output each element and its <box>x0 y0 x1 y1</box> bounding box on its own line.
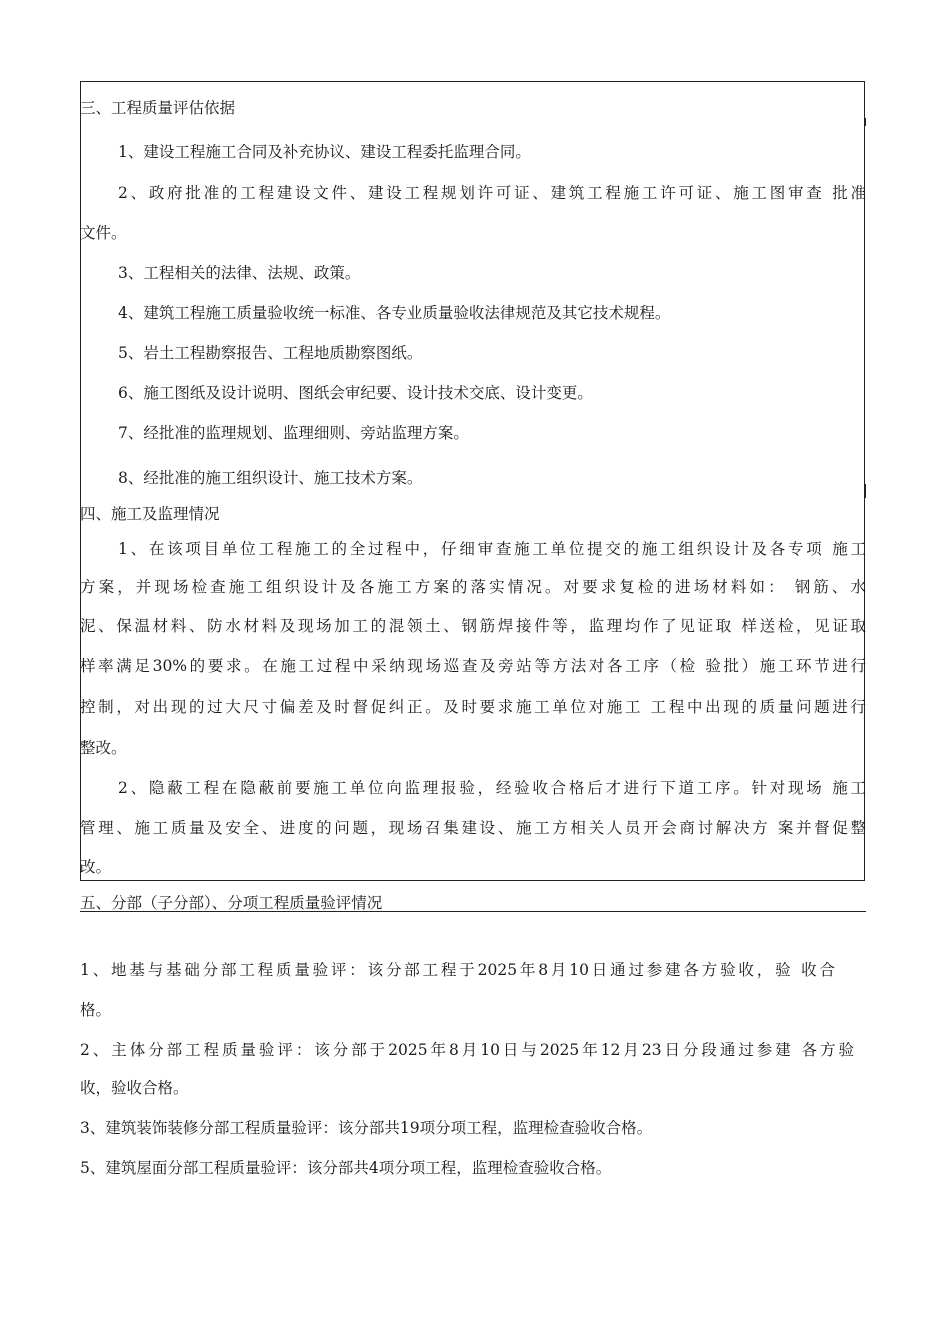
section3-item-3: 3、工程相关的法律、法规、政策。 <box>118 264 361 282</box>
section3-item-5: 5、岩土工程勘察报告、工程地质勘察图纸。 <box>118 344 423 362</box>
section4-line-8: 管理、施工质量及安全、进度的问题，现场召集建设、施工方相关人员开会商讨解决方 案并督促整 <box>80 819 866 837</box>
edge-mark <box>864 118 866 126</box>
section3-item-6: 6、施工图纸及设计说明、图纸会审纪要、设计技术交底、设计变更。 <box>118 384 593 402</box>
section3-item-1: 1、建设工程施工合同及补充协议、建设工程委托监理合同。 <box>118 143 531 161</box>
section4-line-2: 方案，并现场检查施工组织设计及各施工方案的落实情况。对要求复检的进场材料如： 钢筋、水 <box>80 578 866 596</box>
section4-line-3: 泥、保温材料、防水材料及现场加工的混领土、钢筋焊接件等，监理均作了见证取 样送检，见证取 <box>80 617 866 635</box>
section3-item-2: 2、政府批准的工程建设文件、建设工程规划许可证、建筑工程施工许可证、施工图审查 批准 <box>118 184 866 202</box>
section3-heading: 三、工程质量评估依据 <box>80 99 236 117</box>
section5-heading: 五、分部（子分部）、分项工程质量验评情况 <box>80 894 383 912</box>
section4-line-4: 样率满足30%的要求。在施工过程中采纳现场巡查及旁站等方法对各工序（检 验批）施工环节进行 <box>80 657 866 675</box>
section4-line-1: 1、在该项目单位工程施工的全过程中，仔细审查施工单位提交的施工组织设计及各专项 施工 <box>118 540 866 558</box>
section4-line-7: 2、隐蔽工程在隐蔽前要施工单位向监理报验，经验收合格后才进行下道工序。针对现场 施工 <box>118 779 866 797</box>
section5-line-4: 收，验收合格。 <box>80 1079 189 1097</box>
section3-item-7: 7、经批准的监理规划、监理细则、旁站监理方案。 <box>118 424 469 442</box>
section5-line-3: 2、主体分部工程质量验评：该分部于2025年8月10日与2025年12月23日分段通过参建 各方验 <box>80 1041 854 1059</box>
section5-line-2: 格。 <box>80 1001 112 1019</box>
section3-item-4: 4、建筑工程施工质量验收统一标准、各专业质量验收法律规范及其它技术规程。 <box>118 304 671 322</box>
section5-line-5: 3、建筑装饰装修分部工程质量验评：该分部共19项分项工程，监理检查验收合格。 <box>80 1119 653 1137</box>
section3-item-2-cont: 文件。 <box>80 224 127 242</box>
section4-line-5: 控制，对出现的过大尺寸偏差及时督促纠正。及时要求施工单位对施工 工程中出现的质量问题进行 <box>80 698 866 716</box>
section4-line-9: 改。 <box>80 858 112 876</box>
section5-line-6: 5、建筑屋面分部工程质量验评：该分部共4项分项工程，监理检查验收合格。 <box>80 1159 612 1177</box>
section5-heading-rule <box>80 911 866 912</box>
section3-item-8: 8、经批准的施工组织设计、施工技术方案。 <box>118 469 423 487</box>
section4-heading: 四、施工及监理情况 <box>80 505 220 523</box>
section4-line-6: 整改。 <box>80 739 127 757</box>
section5-line-1: 1、地基与基础分部工程质量验评：该分部工程于2025年8月10日通过参建各方验收，验 收合 <box>80 961 835 979</box>
